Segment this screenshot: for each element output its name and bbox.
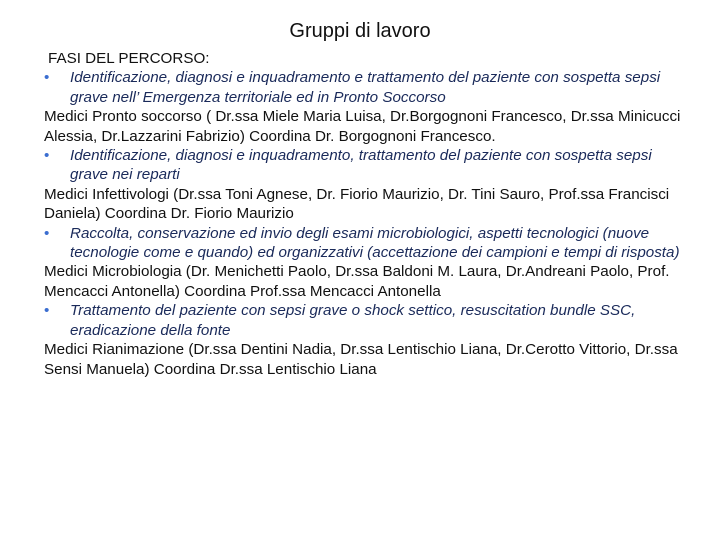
phases-heading: FASI DEL PERCORSO: bbox=[48, 50, 210, 67]
bullet-icon: • bbox=[44, 147, 50, 165]
phase-bullet bbox=[44, 68, 684, 107]
team-paragraph: Medici Rianimazione (Dr.ssa Dentini Nadia, Dr.ssa Lentischio Liana, Dr.Cerotto Vittorio, Dr.ssa Sensi Manuela) Coordina Dr.ssa Lentischio Liana bbox=[44, 341, 678, 378]
phase-description: Identificazione, diagnosi e inquadramento e trattamento del paziente con sospetta sepsi grave nell’ Emergenza territoriale ed in Pronto Soccorso bbox=[70, 69, 661, 106]
phase-description: Identificazione, diagnosi e inquadramento, trattamento del paziente con sospetta sepsi grave nei reparti bbox=[70, 147, 652, 184]
team-paragraph: Medici Microbiologia (Dr. Menichetti Paolo, Dr.ssa Baldoni M. Laura, Dr.Andreani Paolo, Prof. Mencacci Antonella) Coordina Prof.ssa Mencacci Antonella bbox=[44, 263, 670, 300]
phase-bullet bbox=[44, 224, 684, 263]
bullet-icon: • bbox=[44, 69, 50, 87]
slide-title: Gruppi di lavoro bbox=[289, 20, 431, 42]
phase-description: Trattamento del paziente con sepsi grave o shock settico, resuscitation bundle SSC, eradicazione della fonte bbox=[70, 302, 636, 339]
team-paragraph: Medici Infettivologi (Dr.ssa Toni Agnese, Dr. Fiorio Maurizio, Dr. Tini Sauro, Prof.ssa Francisci Daniela) Coordina Dr. Fiorio Maurizio bbox=[44, 185, 670, 223]
phase-bullet bbox=[44, 301, 684, 340]
phase-description: Raccolta, conservazione ed invio degli esami microbiologici, aspetti tecnologici (nuove tecnologie come e quando) ed organizzativi (accettazione dei campioni e tempi di risposta) bbox=[70, 224, 680, 262]
slide-body bbox=[44, 49, 684, 379]
team-paragraph: Medici Pronto soccorso ( Dr.ssa Miele Maria Luisa, Dr.Borgognoni Francesco, Dr.ssa Minicucci Alessia, Dr.Lazzarini Fabrizio) Coordina Dr. Borgognoni Francesco. bbox=[44, 108, 681, 145]
phase-bullet bbox=[44, 146, 684, 185]
bullet-icon: • bbox=[44, 302, 50, 320]
bullet-icon: • bbox=[44, 224, 50, 242]
